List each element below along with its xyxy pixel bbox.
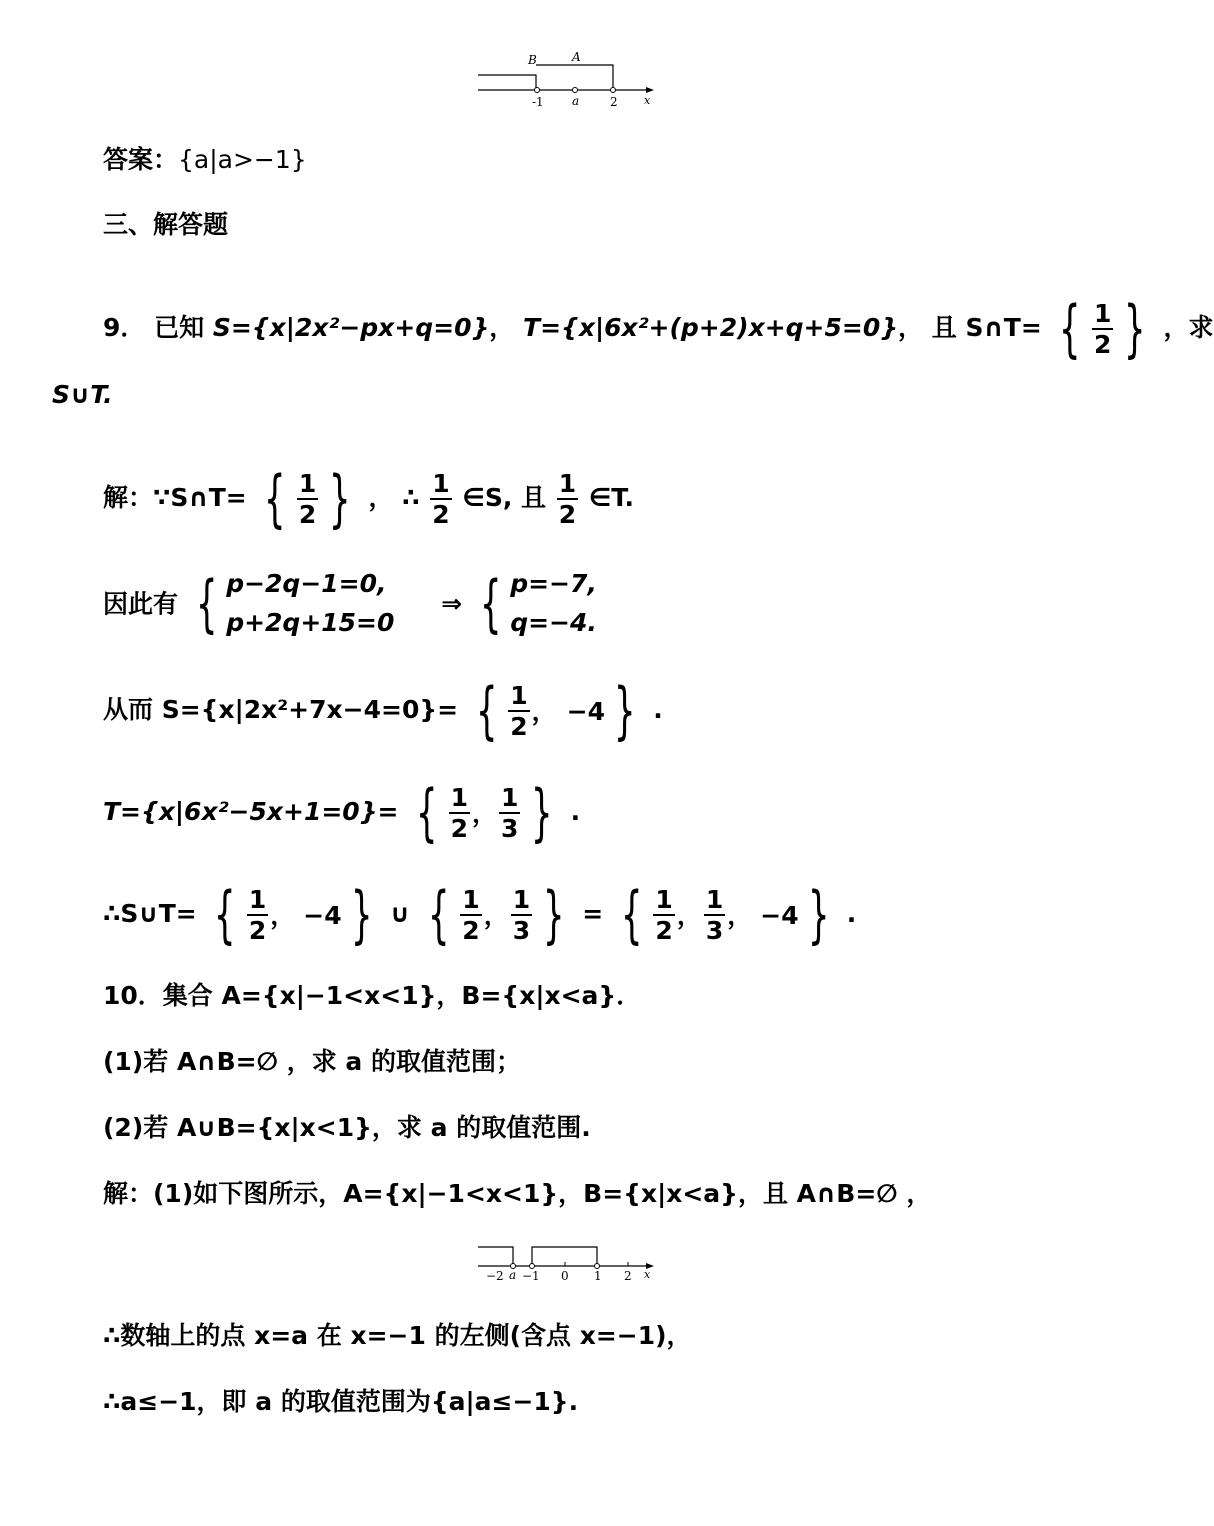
solution-9-S: 从而 S={x|2x²+7x−4=0}= { $\frac{1}{2}$ ， −4 } . [103,674,663,747]
fraction-one-half: $\frac{1}{2}$ [558,469,577,529]
tick-label: 0 [561,1269,569,1283]
tick-label: a [509,1268,517,1282]
set-T-definition: T={x|6x²+(p+2)x+q+5=0} [523,313,899,342]
problem-10-part-2: (2)若 A∪B={x|x<1}，求 a 的取值范围. [103,1113,591,1142]
solution-10-intro: 解：(1)如下图所示，A={x|−1<x<1}，B={x|x<a}，且 A∩B=∅ ， [103,1179,932,1208]
system-eq-2: p+2q+15=0 [226,607,395,637]
problem-ask: ，求 [1163,313,1214,342]
set-one-half: { $\frac{1}{2}$ } [1059,292,1146,365]
tick-label: 1 [594,1269,602,1283]
solution-9-union: ∴S∪T= { $\frac{1}{2}$ ， −4 } ∪ { $\frac{1}{2}$ ， $\frac{1}{3}$ } = { $\frac{1}{2}$ ， $\frac{1}{3}$ ， −4 } . [103,878,857,951]
fraction-one-half: $\frac{1}{2}$ [450,783,469,843]
axis-label-x: x [644,1268,651,1281]
S-expression: 从而 S={x|2x²+7x−4=0}= [103,695,459,724]
solution-9-system: 因此有 { p−2q−1=0, p+2q+15=0 ⇒ { p=−7, q=−4. [103,565,597,643]
number-line-diagram-1 [470,48,670,110]
fraction-one-half: $\frac{1}{2}$ [298,469,317,529]
fraction-one-third: $\frac{1}{3}$ [501,783,519,843]
problem-9-ask-continued: S∪T. [52,380,113,409]
system-equations [226,565,394,643]
fraction-one-half: $\frac{1}{2}$ [432,469,450,529]
implies-symbol: ⇒ [441,589,463,619]
result-eq-2: q=−4. [510,607,597,637]
answer-line [103,147,307,172]
set-one-half: { $\frac{1}{2}$ } [264,462,351,535]
since-statement: 解：∵S∩T= [103,483,247,512]
tick-label: 2 [624,1269,632,1283]
in-T: ∈T. [588,483,635,512]
tick-label: -1 [532,95,544,109]
fraction-one-half: $\frac{1}{2}$ [1093,299,1112,359]
solution-10-conclusion-1: ∴数轴上的点 x=a 在 x=−1 的左侧(含点 x=−1)， [103,1321,692,1350]
result-eq-1: p=−7, [510,569,597,598]
union-symbol: ∪ [389,899,411,928]
label-B: B [528,53,537,67]
system-lead: 因此有 [103,589,179,619]
problem-10-statement: 10．集合 A={x|−1<x<1}，B={x|x<a}． [103,981,642,1010]
problem-lead: 已知 [154,313,205,342]
solution-9-T: T={x|6x²−5x+1=0}= { $\frac{1}{2}$ ， $\frac{1}{3}$ } . [103,776,581,849]
system-eq-1: p−2q−1=0, [226,569,387,598]
in-S: ∈S, 且 [462,483,547,512]
axis-label-x: x [644,94,651,107]
equals: = [582,899,604,928]
T-expression: T={x|6x²−5x+1=0}= [103,797,399,826]
section-heading: 三、解答题 [103,210,229,239]
answer-label: 答案： [103,145,179,174]
set-T-result: { $\frac{1}{2}$ ， $\frac{1}{3}$ } [416,776,554,849]
problem-10-part-1: (1)若 A∩B=∅ ，求 a 的取值范围； [103,1047,521,1076]
solution-10-conclusion-2: ∴a≤−1，即 a 的取值范围为{a|a≤−1}. [103,1387,579,1416]
answer-value: {a|a>−1} [178,145,307,174]
set-S-definition: S={x|2x²−px+q=0} [212,313,490,342]
therefore: ， ∴ [368,483,420,512]
tick-label: a [572,94,580,108]
value-minus-4: −4 [566,696,606,726]
fraction-one-half: $\frac{1}{2}$ [510,681,528,741]
tick-label: −1 [522,1269,540,1283]
system-result [510,565,597,643]
problem-number: 9． [103,313,146,342]
number-line-diagram-2 [470,1238,670,1288]
problem-9-statement: 9． 已知 S={x|2x²−px+q=0}， T={x|6x²+(p+2)x+q+5=0}， 且 S∩T= { $\frac{1}{2}$ } ，求 [103,292,1214,365]
union-lead: ∴S∪T= [103,899,197,928]
tick-label: −2 [486,1269,504,1283]
solution-9-line-1 [103,462,635,535]
union-result: { $\frac{1}{2}$ ， $\frac{1}{3}$ ， −4 } [620,878,830,951]
intersection-condition: 且 S∩T= [931,313,1042,342]
label-A: A [572,50,581,64]
tick-label: 2 [610,95,618,109]
set-S-result: { $\frac{1}{2}$ ， −4 } [475,674,636,747]
